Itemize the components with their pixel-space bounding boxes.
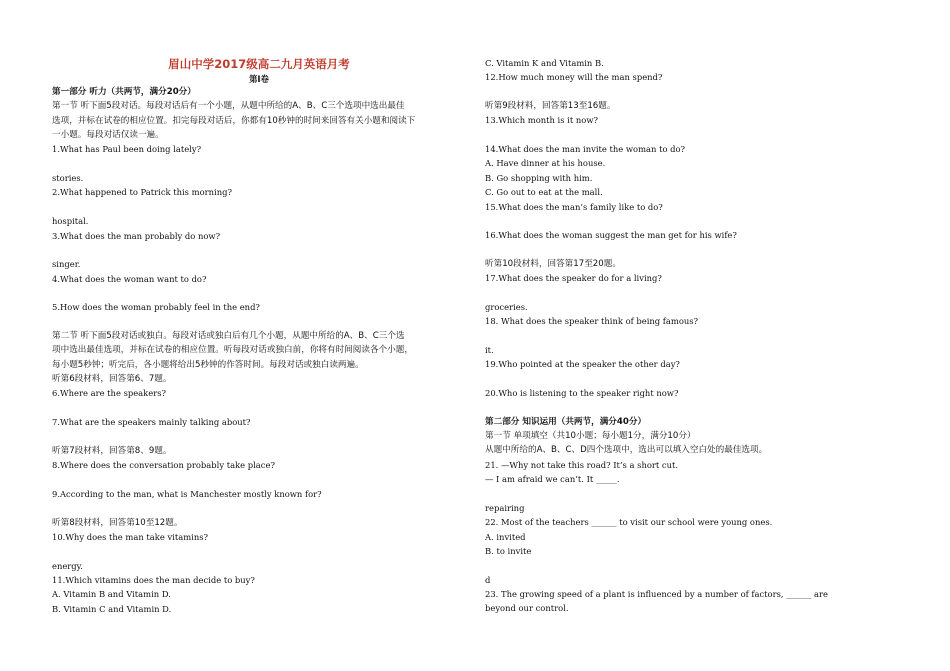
question-line: d <box>485 574 491 585</box>
question-line: 10.Why does the man take vitamins? <box>52 531 209 542</box>
question-line: 15.What does the man’s family like to do? <box>485 201 663 212</box>
question-line: A. invited <box>485 531 526 542</box>
question-line: 23. The growing speed of a plant is influenced by a number of factors, ______ are <box>485 588 828 599</box>
question-line: 7.What are the speakers mainly talking about? <box>52 417 251 428</box>
instruction-line: 第一部分 听力（共两节，满分20分） <box>52 87 196 97</box>
instruction-line: 听第7段材料，回答第8、9题。 <box>52 445 172 456</box>
question-line: beyond our control. <box>485 603 569 614</box>
question-line: 18. What does the speaker think of being famous? <box>485 316 699 327</box>
question-line: 2.What happened to Patrick this morning? <box>52 187 232 198</box>
question-line: 16.What does the woman suggest the man get for his wife? <box>485 230 737 241</box>
question-line: — I am afraid we can’t. It _____. <box>485 474 620 485</box>
question-line: stories. <box>52 173 84 184</box>
question-line: singer. <box>52 259 81 270</box>
question-line: 11.Which vitamins does the man decide to buy? <box>52 574 255 585</box>
question-line: B. Go shopping with him. <box>485 172 593 183</box>
question-line: it. <box>485 345 494 355</box>
question-line: 12.How much money will the man spend? <box>485 72 663 83</box>
instruction-line: 听第10段材料，回答第17至20题。 <box>485 258 621 269</box>
question-line: 17.What does the speaker do for a living? <box>485 273 662 284</box>
question-line: 14.What does the man invite the woman to do? <box>485 144 686 155</box>
exam-title: 眉山中学2017级高二九月英语月考 <box>168 57 350 71</box>
question-line: energy. <box>52 560 83 571</box>
instruction-line: 第一节 听下面5段对话。每段对话后有一个小题，从题中所给的A、B、C三个选项中选出最佳 <box>52 101 405 112</box>
question-line: 5.How does the woman probably feel in the end? <box>52 302 260 313</box>
instruction-line: 项中选出最佳选项，并标在试卷的相应位置。听每段对话或独白前，你将有时间阅读各个小题， <box>52 345 413 356</box>
question-line: B. Vitamin C and Vitamin D. <box>52 603 172 614</box>
instruction-line: 选项，并标在试卷的相应位置。扣完每段对话后，你都有10秒钟的时间来回答有关小题和阅读下 <box>52 115 416 126</box>
paper-label: 第Ⅰ卷 <box>249 74 269 84</box>
instruction-line: 听第9段材料，回答第13至16题。 <box>485 101 616 112</box>
question-line: 8.Where does the conversation probably take place? <box>52 460 275 471</box>
question-line: 20.Who is listening to the speaker right now? <box>485 388 679 399</box>
instruction-line: 听第6段材料，回答第6、7题。 <box>52 374 172 384</box>
question-line: A. Have dinner at his house. <box>485 158 606 169</box>
question-line: 1.What has Paul been doing lately? <box>52 144 202 155</box>
instruction-line: 第一节 单项填空（共10小题；每小题1分，满分10分） <box>485 431 696 442</box>
question-line: 3.What does the man probably do now? <box>52 230 221 241</box>
instruction-line: 听第8段材料，回答第10至12题。 <box>52 517 183 528</box>
question-line: groceries. <box>485 301 528 312</box>
instruction-line: 每小题5秒钟；听完后，各小题将给出5秒钟的作答时间。每段对话或独白读两遍。 <box>52 359 364 370</box>
question-line: 22. Most of the teachers ______ to visit our school were young ones. <box>485 517 773 528</box>
question-line: 13.Which month is it now? <box>485 115 598 126</box>
question-line: 9.According to the man, what is Manchester mostly known for? <box>52 488 322 499</box>
question-line: C. Go out to eat at the mall. <box>485 187 603 198</box>
question-line: C. Vitamin K and Vitamin B. <box>485 58 604 68</box>
question-line: B. to invite <box>485 545 532 556</box>
question-line: repairing <box>485 502 525 513</box>
question-line: hospital. <box>52 216 89 227</box>
instruction-line: 第二部分 知识运用（共两节，满分40分） <box>485 416 647 427</box>
instruction-line: 一小题。每段对话仅读一遍。 <box>52 130 164 141</box>
question-line: 6.Where are the speakers? <box>52 388 166 399</box>
question-line: 19.Who pointed at the speaker the other day? <box>485 359 680 370</box>
question-line: 21. —Why not take this road? It’s a short cut. <box>485 459 679 470</box>
instruction-line: 第二节 听下面5段对话或独白。每段对话或独白后有几个小题，从题中所给的A、B、C三个选 <box>52 330 405 341</box>
question-line: A. Vitamin B and Vitamin D. <box>52 589 171 600</box>
instruction-line: 从题中所给的A、B、C、D四个选项中，选出可以填入空白处的最佳选项。 <box>485 445 768 456</box>
question-line: 4.What does the woman want to do? <box>52 273 207 284</box>
